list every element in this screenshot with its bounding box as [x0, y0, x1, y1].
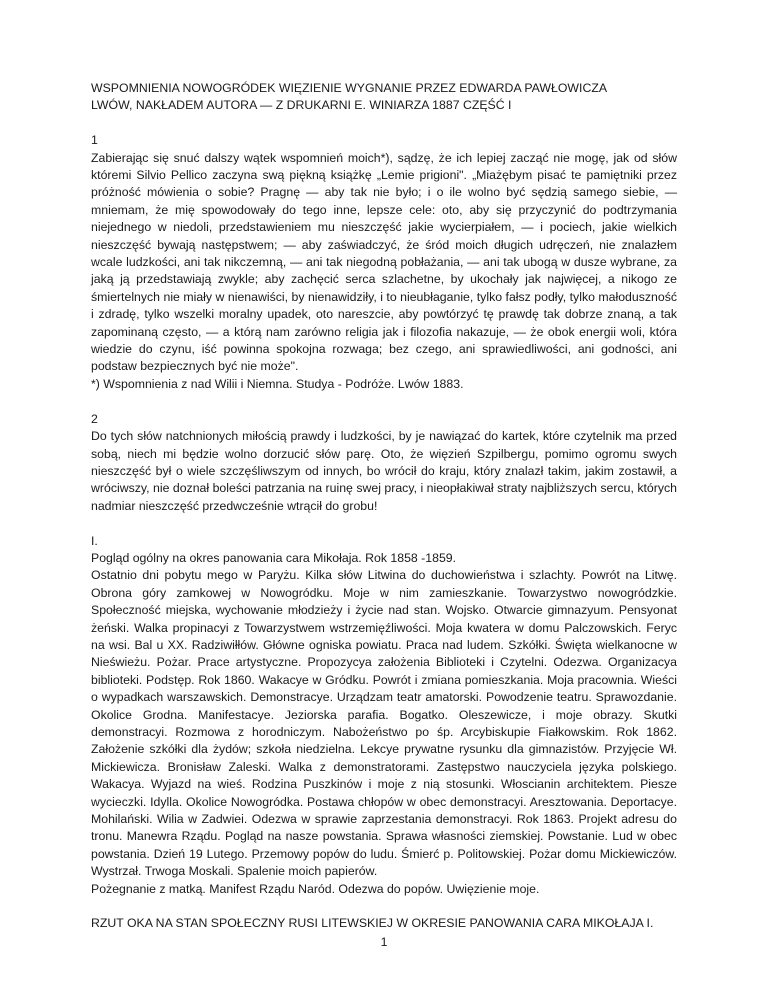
section-2-paragraph: Do tych słów natchnionych miłością prawdy i ludzkości, by je nawiązać do kartek, które czytelnik ma przed sobą, niech mi będzie wolno dorzucić słów parę. Oto, że więzień Szpilbergu, pomimo ogromu swych nieszczęść był o wiele szczęśliwszym od innych, bo wrócił do kraju, który znalazł takim, jakim zostawił, a wróciwszy, nie doznał boleści patrzania na ruinę swej pracy, i nieopłakiwał straty najbliższych sercu, których nadmiar nieszczęść przedwcześnie wtrącił do grobu!: [91, 429, 677, 513]
chapter-number: I.: [91, 533, 98, 548]
section-1-paragraph: Zabierając się snuć dalszy wątek wspomnień moich*), sądzę, że ich lepiej zacząć nie mogę, jak od słów któremi Silvio Pellico zaczyna swą piękną książkę „Lemie prigioni". „Miażębym pisać te pamiętniki przez próżność mówienia o sobie? Pragnę — aby tak nie było; i o ile wolno być sędzią samego siebie, — mniemam, że mię spowodowały do tego inne, lepsze cele: oto, aby się przyczynić do podtrzymania niejednego w niedoli, przedstawieniem mu nieszczęść jakie wycierpiałem, — i pociech, jakie wielkich nieszczęść bywają następstwem; — aby zaświadczyć, że śród moich długich udręczeń, nie znalazłem wcale ludzkości, ani tak nikczemną, — ani tak niegodną pobłażania, — ani tak ubogą w dusze wybrane, za jaką ją przedstawiają zwykle; aby zachęcić serca szlachetne, by ukochały jak najwięcej, a nikogo ze śmiertelnych nie miały w nienawiści, by nienawidziły, i to nieubłaganie, tylko fałsz podły, tylko małoduszność i zdradę, tylko wszelki moralny upadek, oto nareszcie, aby powtórzyć tę prawdę tak dobrze znaną, a tak zapominaną często, — a którą nam zarówno religia jak i filozofia nakazuje, — że obok energii woli, która wiedzie do czynu, iść powinna spokojna rozwaga; bez czego, ani sprawiedliwości, ani godności, ani podstaw bezpiecznych być nie może".: [91, 150, 677, 374]
spacer: [91, 115, 677, 132]
document-page: [91, 80, 677, 933]
document-title-line-1: WSPOMNIENIA NOWOGRÓDEK WIĘZIENIE WYGNANIE PRZEZ EDWARDA PAWŁOWICZA: [91, 81, 608, 95]
page-number: 1: [380, 935, 388, 949]
spacer: [91, 393, 677, 410]
document-title-line-2: LWÓW, NAKŁADEM AUTORA — Z DRUKARNI E. WINIARZA 1887 CZĘŚĆ I: [91, 98, 512, 113]
chapter-heading: Pogląd ogólny na okres panowania cara Mikołaja. Rok 1858 -1859.: [91, 550, 457, 565]
section-1-number: 1: [91, 133, 98, 148]
chapter-summary-paragraph: Ostatnio dni pobytu mego w Paryżu. Kilka słów Litwina do duchowieństwa i szlachty. Powrót na Litwę. Obrona góry zamkowej w Nowogródku. Moje w nim zamieszkanie. Towarzystwo nowogródzkie. Społeczność miejska, wychowanie młodzieży i życie nad stan. Wojsko. Otwarcie gimnazyum. Pensyonat żeński. Walka propinacyi z Towarzystwem wstrzemięźliwości. Moja kwatera w domu Palczowskich. Feryc na wsi. Bal u XX. Radziwiłłów. Główne ogniska powiatu. Praca nad ludem. Szkółki. Święta wielkanocne w Nieświeżu. Pożar. Prace artystyczne. Propozycya założenia Biblioteki i Czytelni. Odezwa. Organizacya biblioteki. Podstęp. Rok 1860. Wakacye w Gródku. Powrót i zmiana pomieszkania. Moja pracownia. Wieści o wypadkach warszawskich. Demonstracye. Urządzam teatr amatorski. Powodzenie teatru. Sprawozdanie. Okolice Grodna. Manifestacye. Jeziorska parafia. Bogatko. Oleszewicze, i moje obrazy. Skutki demonstracyi. Rozmowa z horodniczym. Nabożeństwo po śp. Arcybiskupie Fiałkowskim. Rok 1862. Założenie szkółki dla żydów; szkoła niedzielna. Lekcye prywatne rysunku dla gimnazistów. Przyjęcie Wł. Mickiewicza. Bronisław Zaleski. Walka z demonstratorami. Zastępstwo nauczyciela języka polskiego. Wakacya. Wyjazd na wieś. Rodzina Puszkinów i moje z nią stosunki. Włoscianin architektem. Piesze wycieczki. Idylla. Okolice Nowogródka. Postawa chłopów w obec demonstracyi. Aresztowania. Deportacye. Mohilański. Wilia w Zadwiei. Odezwa w sprawie zaprzestania demonstracyi. Rok 1863. Projekt adresu do tronu. Manewra Rządu. Pogląd na nasze powstania. Sprawa własności ziemskiej. Powstanie. Lud w obec powstania. Dzień 19 Lutego. Przemowy popów do ludu. Śmierć p. Politowskiej. Pożar domu Mickiewiczów. Wystrzał. Trwoga Moskali. Spalenie moich papierów.: [91, 568, 677, 879]
section-4-heading: RZUT OKA NA STAN SPOŁECZNY RUSI LITEWSKIEJ W OKRESIE PANOWANIA CARA MIKOŁAJA I.: [91, 916, 654, 931]
section-2-number: 2: [91, 411, 98, 426]
spacer: [91, 898, 677, 915]
section-1-footnote: *) Wspomnienia z nad Wilii i Niemna. Studya - Podróże. Lwów 1883.: [91, 376, 464, 391]
chapter-summary-last-line: Pożegnanie z matką. Manifest Rządu Naród. Odezwa do popów. Uwięzienie moje.: [91, 881, 540, 896]
spacer: [91, 515, 677, 532]
